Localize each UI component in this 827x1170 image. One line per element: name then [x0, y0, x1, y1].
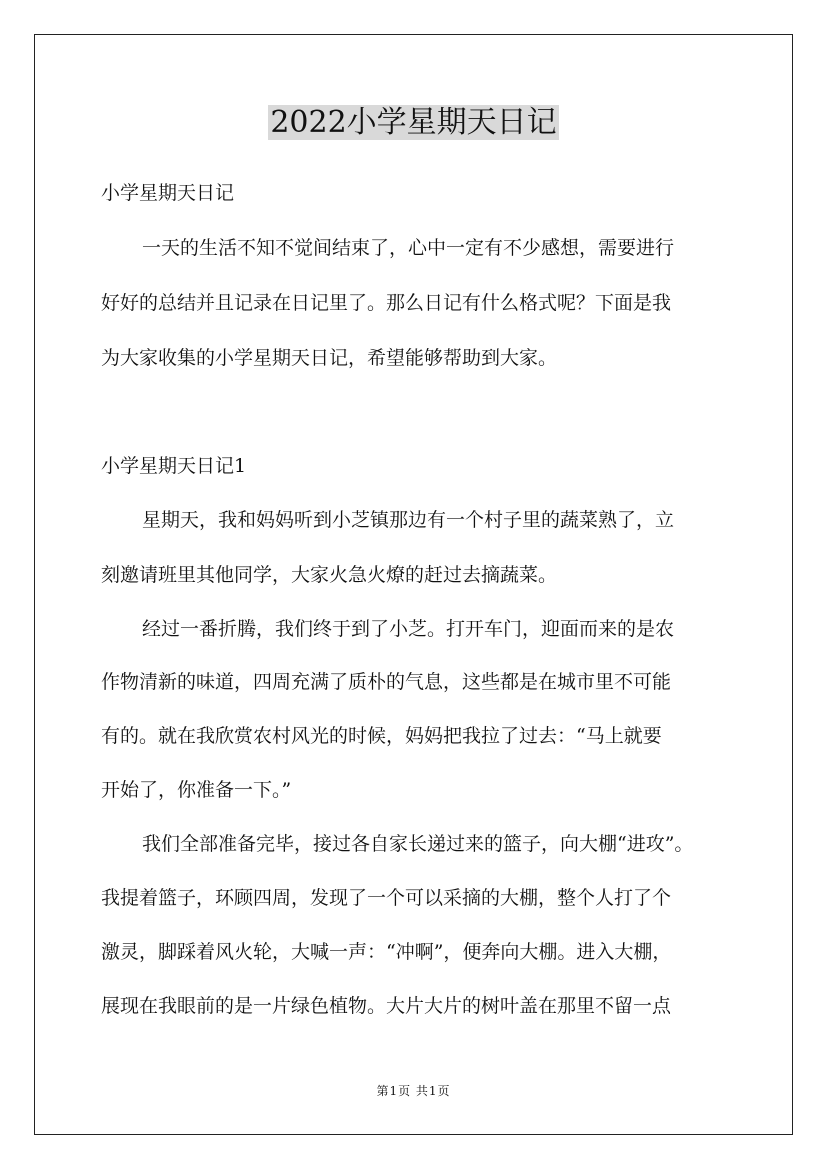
body-line: 经过一番折腾，我们终于到了小芝。打开车门，迎面而来的是农 [142, 618, 675, 640]
intro-line: 为大家收集的小学星期天日记，希望能够帮助到大家。 [101, 347, 558, 369]
body-line: 星期天，我和妈妈听到小芝镇那边有一个村子里的蔬菜熟了，立 [142, 509, 675, 531]
body-line: 我们全部准备完毕，接过各自家长递过来的篮子，向大棚“进攻”。 [142, 833, 694, 855]
document-title [0, 104, 827, 142]
intro-line: 好好的总结并且记录在日记里了。那么日记有什么格式呢？下面是我 [101, 292, 672, 314]
body-line: 我提着篮子，环顾四周，发现了一个可以采摘的大棚，整个人打了个 [101, 887, 672, 909]
document-title-text: 2022小学星期天日记 [270, 105, 557, 140]
body-line: 开始了，你准备一下。” [101, 779, 292, 801]
section-heading: 小学星期天日记1 [101, 455, 247, 477]
intro-line: 一天的生活不知不觉间结束了，心中一定有不少感想，需要进行 [142, 237, 675, 259]
page-footer: 第1页 共1页 [376, 1084, 451, 1098]
body-line: 刻邀请班里其他同学，大家火急火燎的赶过去摘蔬菜。 [101, 564, 558, 586]
body-line: 激灵，脚踩着风火轮，大喊一声：“冲啊”，便奔向大棚。进入大棚， [101, 941, 672, 963]
body-line: 有的。就在我欣赏农村风光的时候，妈妈把我拉了过去：“马上就要 [101, 725, 662, 747]
subtitle: 小学星期天日记 [101, 182, 235, 204]
body-line: 展现在我眼前的是一片绿色植物。大片大片的树叶盖在那里不留一点 [101, 995, 672, 1017]
body-line: 作物清新的味道，四周充满了质朴的气息，这些都是在城市里不可能 [101, 671, 672, 693]
